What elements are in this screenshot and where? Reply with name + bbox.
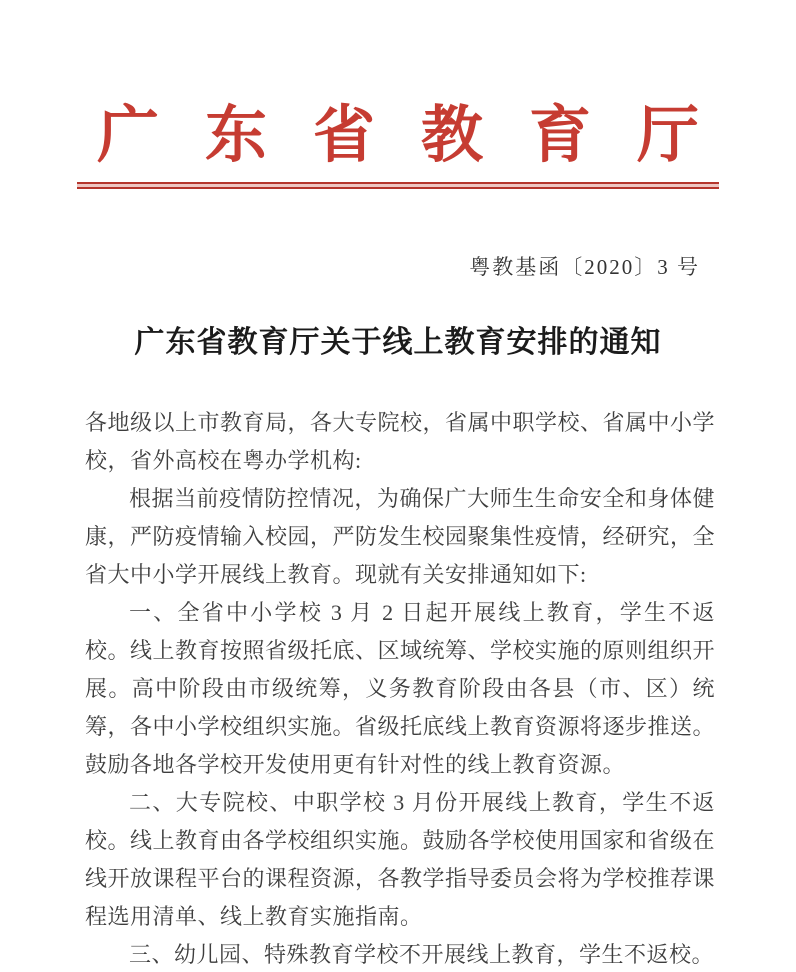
item-2-paragraph: 二、大专院校、中职学校 3 月份开展线上教育，学生不返校。线上教育由各学校组织实施。鼓励各学校使用国家和省级在线开放课程平台的课程资源，各教学指导委员会将为学校推荐课程选用清单、线上教育实施指南。 bbox=[85, 790, 716, 929]
letterhead-red-rule bbox=[77, 182, 719, 189]
intro-paragraph: 根据当前疫情防控情况，为确保广大师生生命安全和身体健康，严防疫情输入校园，严防发生校园聚集性疫情，经研究，全省大中小学开展线上教育。现就有关安排通知如下: bbox=[85, 486, 716, 587]
item-1-paragraph: 一、全省中小学校 3 月 2 日起开展线上教育，学生不返校。线上教育按照省级托底、区域统筹、学校实施的原则组织开展。高中阶段由市级统筹，义务教育阶段由各县（市、区）统筹，各中小学校组织实施。省级托底线上教育资源将逐步推送。鼓励各地各学校开发使用更有针对性的线上教育资源。 bbox=[85, 600, 716, 777]
document-title: 广东省教育厅关于线上教育安排的通知 bbox=[134, 326, 662, 359]
letterhead-agency-name: 广东省教育厅 bbox=[96, 102, 745, 170]
addressee-paragraph: 各地级以上市教育局，各大专院校，省属中职学校、省属中小学校，省外高校在粤办学机构: bbox=[85, 410, 716, 473]
item-3-paragraph: 三、幼儿园、特殊教育学校不开展线上教育，学生不返校。 bbox=[129, 942, 715, 967]
document-body bbox=[85, 404, 715, 972]
doc-reference-number: 粤教基函〔2020〕3 号 bbox=[469, 255, 700, 279]
